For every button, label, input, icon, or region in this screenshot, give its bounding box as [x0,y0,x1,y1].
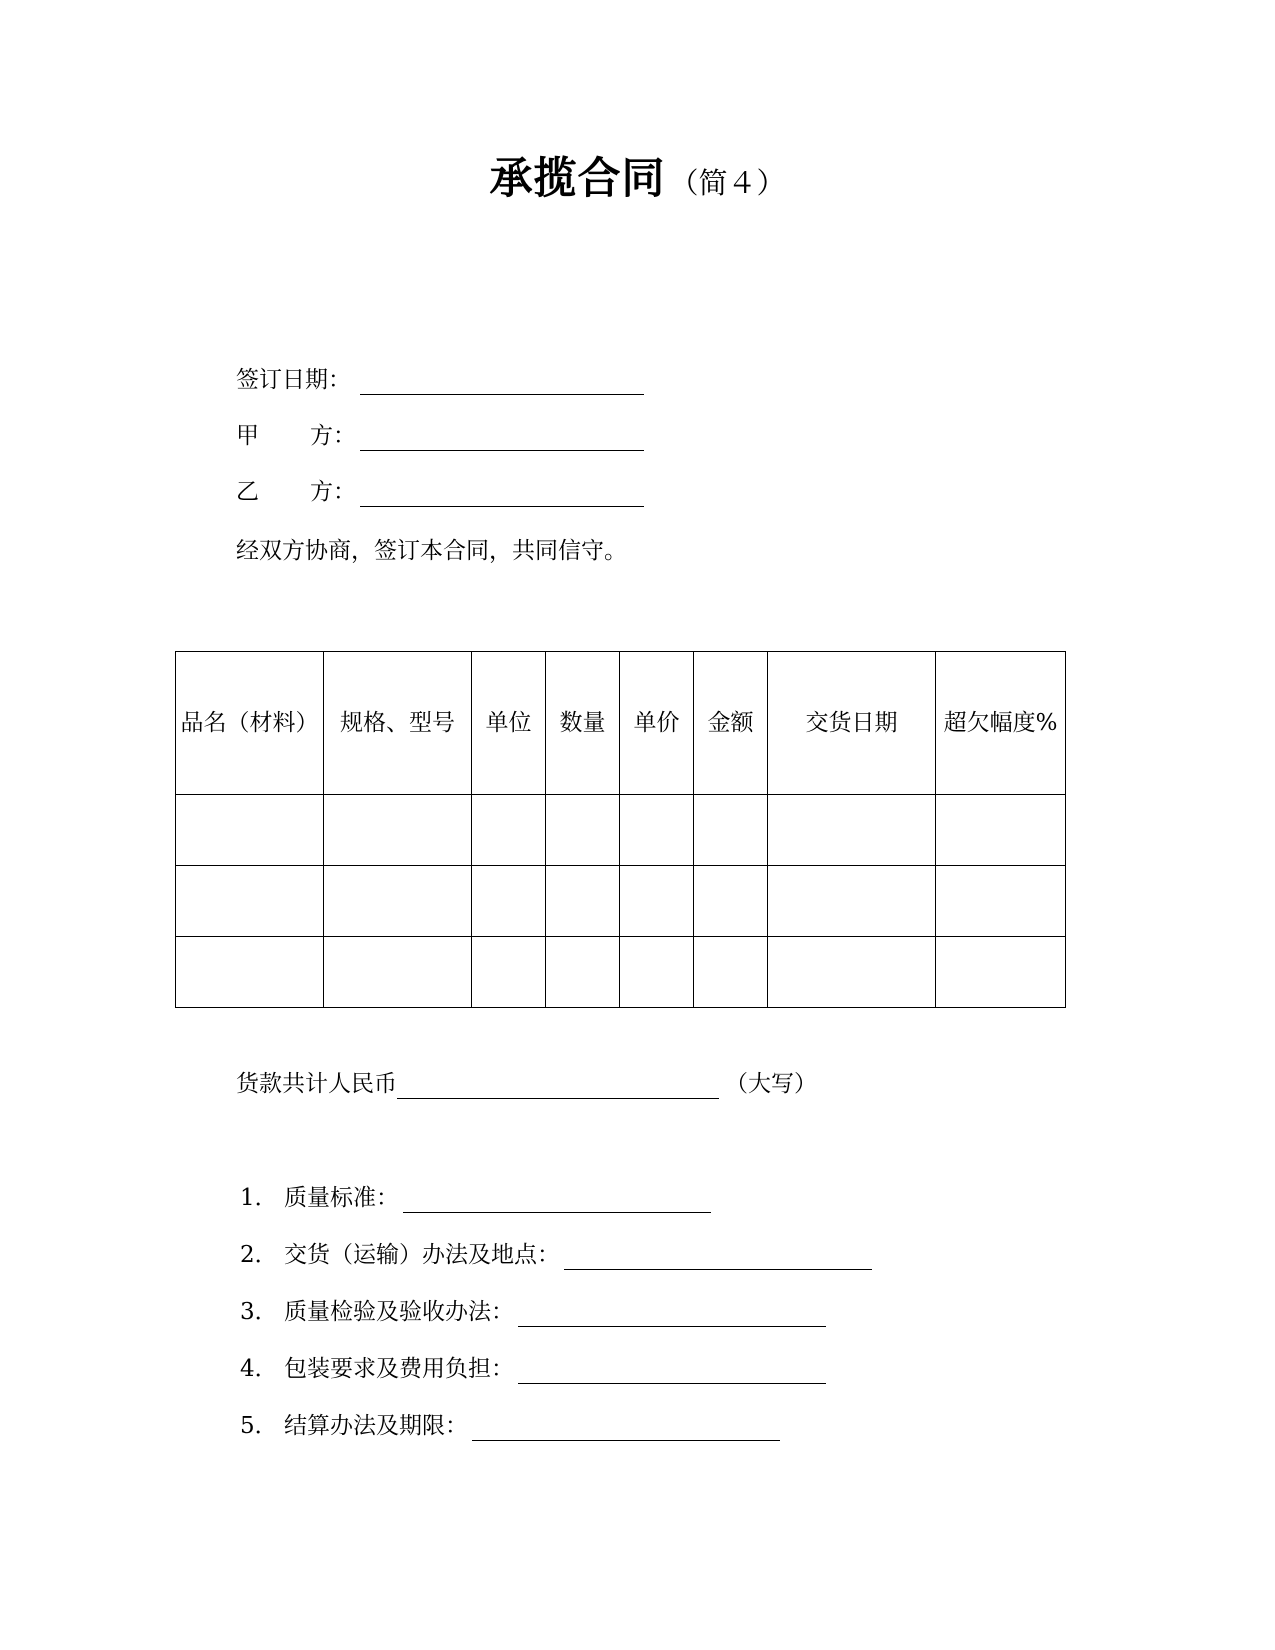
table-cell[interactable] [546,866,620,937]
sign-date-blank[interactable] [360,364,644,395]
table-header-cell: 金额 [694,652,768,795]
table-cell[interactable] [176,795,324,866]
term-line-4 [240,1353,826,1385]
term-label: 质量标准： [284,1185,399,1211]
table-row [176,937,1066,1008]
table-cell[interactable] [620,937,694,1008]
sign-date-line [236,364,644,396]
table-header-cell: 单价 [620,652,694,795]
table-cell[interactable] [936,937,1066,1008]
total-suffix: （大写） [725,1071,817,1097]
term-number: 5． [240,1413,278,1439]
term-blank[interactable] [472,1410,780,1441]
table-cell[interactable] [694,937,768,1008]
term-blank[interactable] [564,1239,872,1270]
term-label: 结算办法及期限： [284,1413,468,1439]
intro-text: 经双方协商，签订本合同，共同信守。 [236,538,627,564]
table-cell[interactable] [768,866,936,937]
table-cell[interactable] [324,866,472,937]
party-b-label-2: 方： [310,479,356,505]
total-line [236,1068,817,1100]
party-b-blank[interactable] [360,476,644,507]
table-cell[interactable] [694,795,768,866]
table-cell[interactable] [176,937,324,1008]
table-row [176,866,1066,937]
term-line-1 [240,1182,711,1214]
term-number: 3． [240,1299,278,1325]
party-a-label-2: 方： [310,423,356,449]
party-a-blank[interactable] [360,420,644,451]
table-header-cell: 品名（材料） [176,652,324,795]
goods-table [175,651,1066,1008]
table-cell[interactable] [620,866,694,937]
total-blank[interactable] [397,1068,719,1099]
party-b-label-1: 乙 [236,479,259,505]
table-header-cell: 交货日期 [768,652,936,795]
term-line-2 [240,1239,872,1271]
table-cell[interactable] [472,866,546,937]
table-cell[interactable] [472,937,546,1008]
party-a-line [236,420,644,452]
table-cell[interactable] [324,795,472,866]
term-number: 2． [240,1242,278,1268]
table-cell[interactable] [546,795,620,866]
table-header-cell: 数量 [546,652,620,795]
title-main: 承揽合同 [489,154,666,204]
party-b-line [236,476,644,508]
term-label: 包装要求及费用负担： [284,1356,514,1382]
term-blank[interactable] [403,1182,711,1213]
contract-title [0,145,1275,206]
party-a-label-1: 甲 [236,423,259,449]
term-line-5 [240,1410,780,1442]
sign-date-label: 签订日期： [236,367,351,393]
table-cell[interactable] [620,795,694,866]
table-header-cell: 单位 [472,652,546,795]
term-blank[interactable] [518,1353,826,1384]
title-sub: （简４） [669,166,786,200]
total-label: 货款共计人民币 [236,1071,397,1097]
term-number: 1． [240,1185,278,1211]
table-header-cell: 规格、型号 [324,652,472,795]
table-cell[interactable] [546,937,620,1008]
term-label: 质量检验及验收办法： [284,1299,514,1325]
table-cell[interactable] [768,937,936,1008]
table-header-row [176,652,1066,795]
term-blank[interactable] [518,1296,826,1327]
table-cell[interactable] [472,795,546,866]
table-cell[interactable] [176,866,324,937]
table-header-cell: 超欠幅度% [936,652,1066,795]
table-cell[interactable] [936,795,1066,866]
table-cell[interactable] [694,866,768,937]
table-row [176,795,1066,866]
term-line-3 [240,1296,826,1328]
term-number: 4． [240,1356,278,1382]
table-cell[interactable] [768,795,936,866]
table-cell[interactable] [324,937,472,1008]
term-label: 交货（运输）办法及地点： [284,1242,560,1268]
table-cell[interactable] [936,866,1066,937]
